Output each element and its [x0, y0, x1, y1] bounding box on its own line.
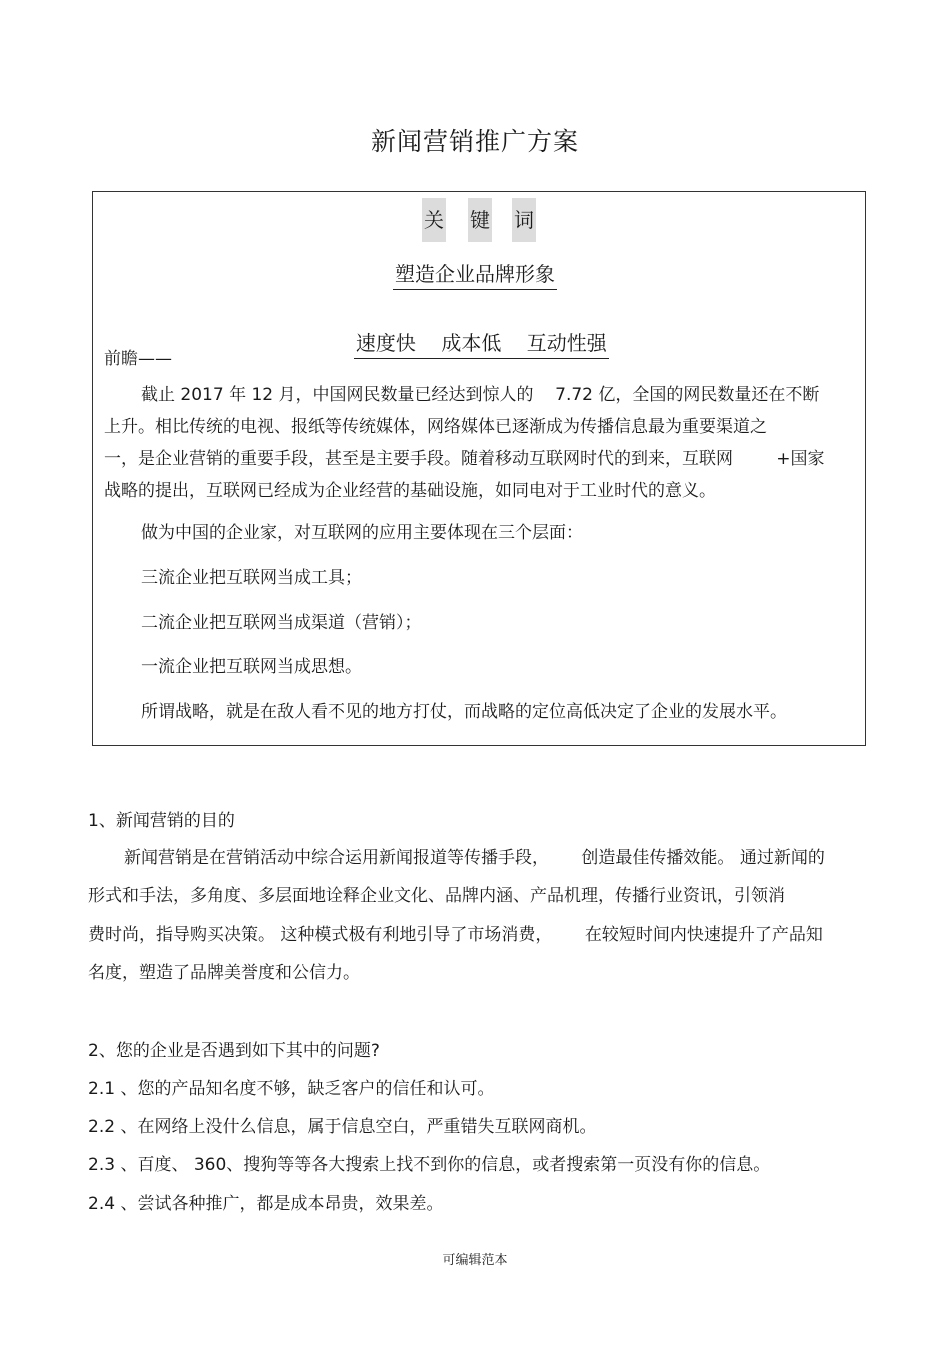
section1-line: 新闻营销是在营销活动中综合运用新闻报道等传播手段， 创造最佳传播效能。 通过新闻的 — [124, 848, 825, 868]
section2-heading: 2、您的企业是否遇到如下其中的问题? — [88, 1041, 380, 1061]
section2-item: 2.2 、在网络上没什么信息，属于信息空白，严重错失互联网商机。 — [88, 1117, 597, 1137]
level-three-text: 三流企业把互联网当成工具； — [141, 568, 362, 588]
section1-line: 形式和手法，多角度、多层面地诠释企业文化、品牌内涵、产品机理，传播行业资讯，引领消 — [88, 886, 785, 906]
keyword-char: 词 — [512, 198, 536, 242]
keywords-heading — [0, 195, 950, 245]
preface-line: 战略的提出，互联网已经成为企业经营的基础设施，如同电对于工业时代的意义。 — [104, 481, 716, 501]
document-title: 新闻营销推广方案 — [370, 127, 579, 156]
section1-line: 费时尚，指导购买决策。 这种模式极有利地引导了市场消费， 在较短时间内快速提升了产品知 — [88, 925, 823, 945]
slogan-features-text: 速度快 成本低 互动性强 — [354, 331, 609, 359]
preface-line: 一，是企业营销的重要手段，甚至是主要手段。随着移动互联网时代的到来，互联网 +国家 — [104, 449, 825, 469]
section1-line: 名度，塑造了品牌美誉度和公信力。 — [88, 963, 360, 983]
strategy-text: 所谓战略，就是在敌人看不见的地方打仗，而战略的定位高低决定了企业的发展水平。 — [141, 702, 787, 722]
preface-line: 截止 2017 年 12 月，中国网民数量已经达到惊人的 7.72 亿，全国的网民数量还在不断 — [141, 385, 820, 405]
preface-label: 前瞻—— — [104, 349, 172, 369]
section2-item: 2.4 、尝试各种推广，都是成本昂贵，效果差。 — [88, 1194, 444, 1214]
slogan-brand — [0, 258, 950, 287]
keyword-char: 关 — [422, 198, 446, 242]
preface-line: 上升。相比传统的电视、报纸等传统媒体，网络媒体已逐渐成为传播信息最为重要渠道之 — [104, 417, 767, 437]
level-two-text: 二流企业把互联网当成渠道（营销）； — [141, 613, 422, 633]
page-footer: 可编辑范本 — [442, 1253, 508, 1268]
keyword-char: 键 — [468, 198, 492, 242]
slogan-brand-text: 塑造企业品牌形象 — [393, 262, 557, 290]
section2-item: 2.1 、您的产品知名度不够，缺乏客户的信任和认可。 — [88, 1079, 495, 1099]
section1-heading: 1、新闻营销的目的 — [88, 811, 235, 831]
intro-text: 做为中国的企业家，对互联网的应用主要体现在三个层面： — [141, 523, 583, 543]
section2-item: 2.3 、百度、 360、搜狗等等各大搜索上找不到你的信息，或者搜索第一页没有你的信息。 — [88, 1155, 771, 1175]
level-one-text: 一流企业把互联网当成思想。 — [141, 657, 362, 677]
